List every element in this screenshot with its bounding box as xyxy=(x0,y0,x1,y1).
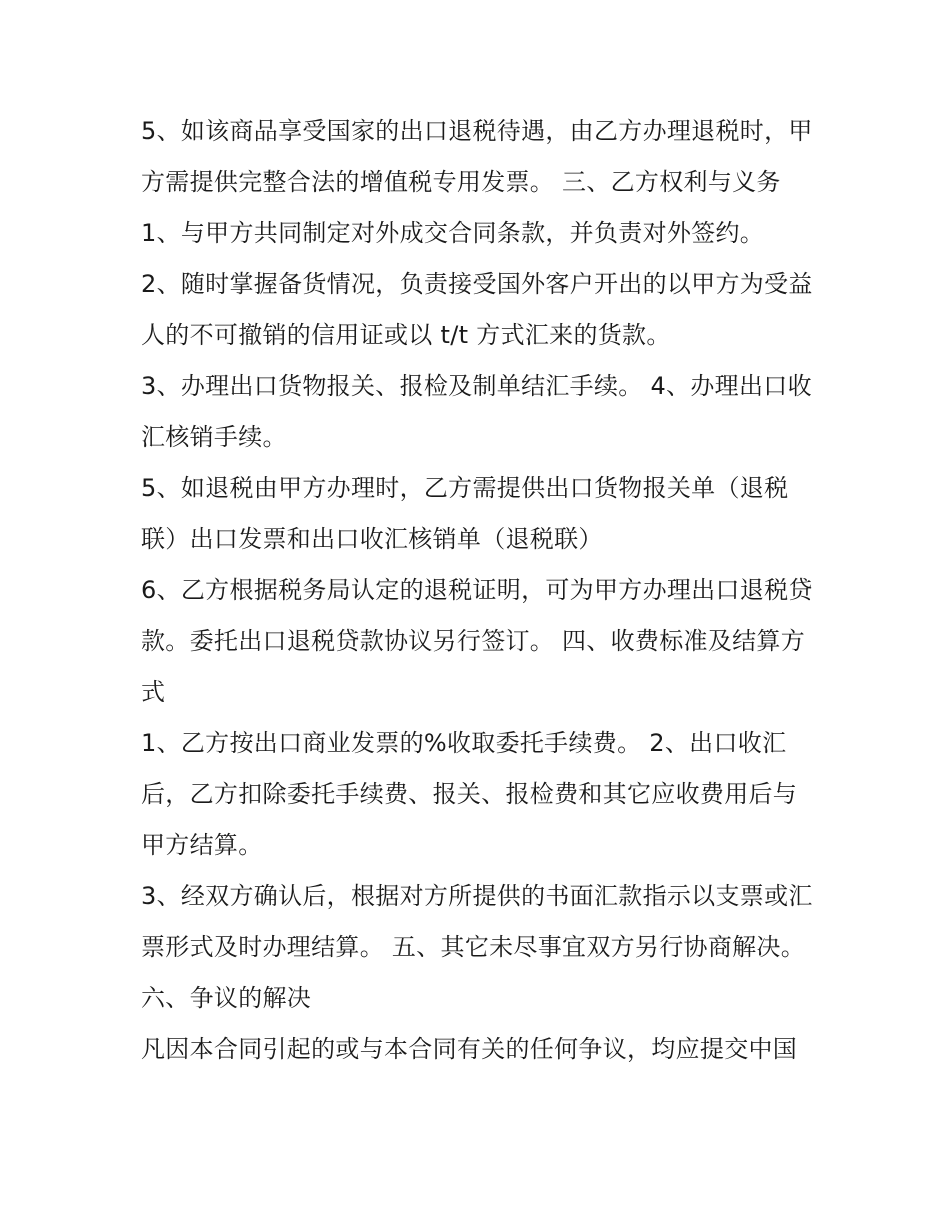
paragraph-dispute: 凡因本合同引起的或与本合同有关的任何争议，均应提交中国 xyxy=(141,1035,798,1063)
document-body xyxy=(141,106,821,1075)
paragraph-contract-terms: 1、与甲方共同制定对外成交合同条款，并负责对外签约。 xyxy=(141,219,765,247)
paragraph-letter-of-credit: 2、随时掌握备货情况，负责接受国外客户开出的以甲方为受益人的不可撤销的信用证或以 t/t 方式汇来的货款。 xyxy=(141,270,813,349)
paragraph-export-rebate-invoice: 5、如该商品享受国家的出口退税待遇，由乙方办理退税时，甲方需提供完整合法的增值税专用发票。 三、乙方权利与义务 xyxy=(141,117,813,196)
paragraph-commission-fee: 1、乙方按出口商业发票的%收取委托手续费。 2、出口收汇后，乙方扣除委托手续费、报关、报检费和其它应收费用后与甲方结算。 xyxy=(141,729,798,859)
paragraph-settlement: 3、经双方确认后，根据对方所提供的书面汇款指示以支票或汇票形式及时办理结算。 五、其它未尽事宜双方另行协商解决。 六、争议的解决 xyxy=(141,882,813,1012)
paragraph-rebate-documents: 5、如退税由甲方办理时，乙方需提供出口货物报关单（退税联）出口发票和出口收汇核销单（退税联） xyxy=(141,474,789,553)
paragraph-customs-declaration: 3、办理出口货物报关、报检及制单结汇手续。 4、办理出口收汇核销手续。 xyxy=(141,372,812,451)
paragraph-rebate-loan: 6、乙方根据税务局认定的退税证明，可为甲方办理出口退税贷款。委托出口退税贷款协议另行签订。 四、收费标准及结算方式 xyxy=(141,576,813,706)
